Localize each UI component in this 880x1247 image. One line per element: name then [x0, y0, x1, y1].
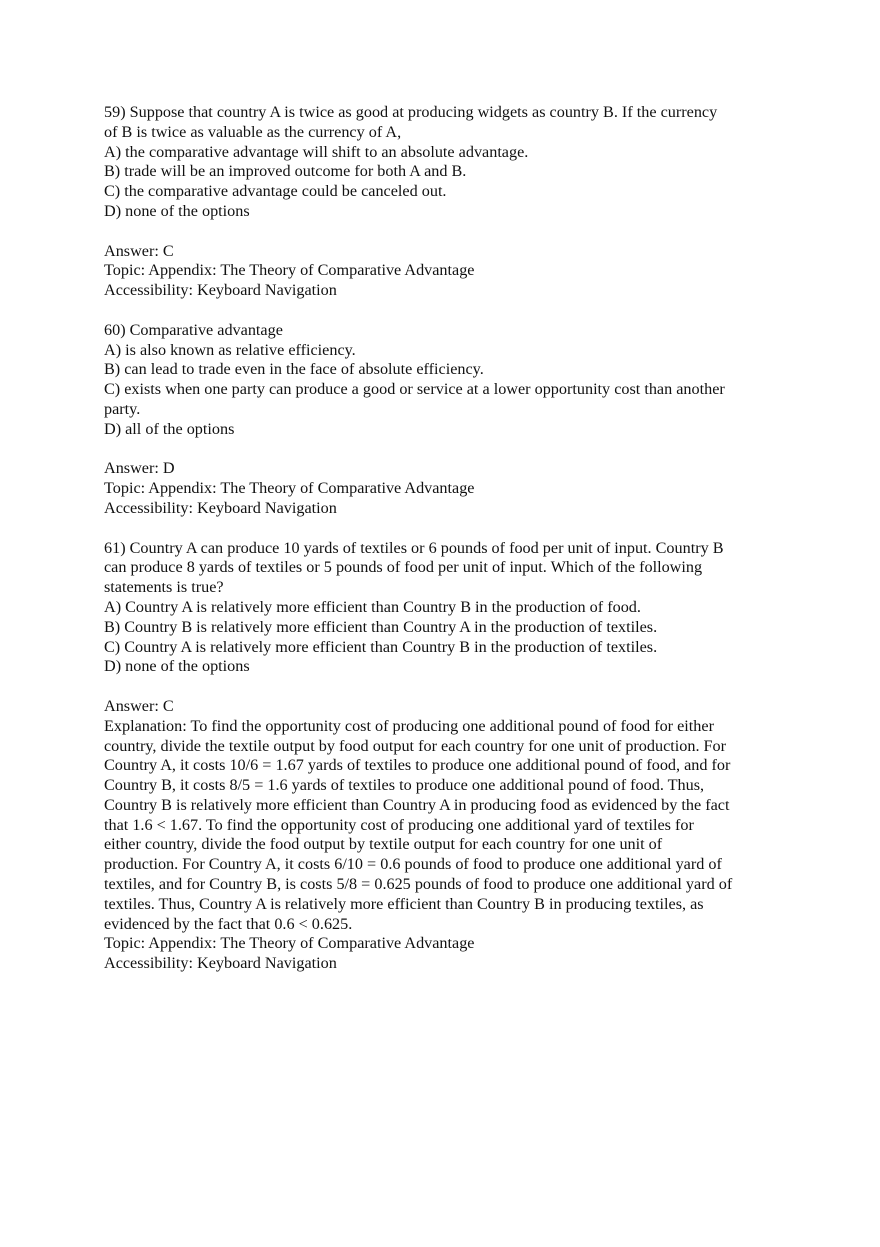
- question-60: [104, 321, 784, 440]
- answer-option: A) is also known as relative efficiency.: [104, 340, 356, 359]
- question-59: [104, 103, 784, 222]
- document-page: [104, 103, 784, 974]
- question-stem: 59) Suppose that country A is twice as good at producing widgets as country B. If the currency: [104, 103, 718, 121]
- spacer: [104, 519, 784, 539]
- answer-key: Answer: D: [104, 459, 175, 478]
- question-stem: of B is twice as valuable as the currency of A,: [104, 122, 402, 141]
- question-61: [104, 539, 784, 678]
- topic-line: Topic: Appendix: The Theory of Comparative Advantage: [104, 934, 475, 953]
- answer-option: C) exists when one party can produce a good or service at a lower opportunity cost than another: [104, 380, 725, 399]
- question-stem: can produce 8 yards of textiles or 5 pounds of food per unit of input. Which of the following: [104, 558, 703, 577]
- answer-option: B) Country B is relatively more efficient than Country A in the production of textiles.: [104, 617, 658, 636]
- explanation-line: country, divide the textile output by food output for each country for one unit of production. For: [104, 736, 727, 755]
- question-60-meta: [104, 459, 784, 518]
- explanation-line: production. For Country A, it costs 6/10 = 0.6 pounds of food to produce one additional yard of: [104, 855, 722, 874]
- explanation-line: Country B, it costs 8/5 = 1.6 yards of textiles to produce one additional pound of food. Thus,: [104, 776, 705, 795]
- answer-option: A) the comparative advantage will shift to an absolute advantage.: [104, 142, 529, 161]
- topic-line: Topic: Appendix: The Theory of Comparative Advantage: [104, 479, 475, 498]
- explanation-line: evidenced by the fact that 0.6 < 0.625.: [104, 914, 353, 933]
- explanation-line: either country, divide the food output by textile output for each country for one unit of: [104, 835, 663, 854]
- answer-option: D) all of the options: [104, 419, 235, 438]
- spacer: [104, 440, 784, 460]
- explanation-line: textiles. Thus, Country A is relatively more efficient than Country B in producing textiles, as: [104, 894, 704, 913]
- answer-option: party.: [104, 399, 141, 418]
- spacer: [104, 222, 784, 242]
- explanation-line: Country B is relatively more efficient than Country A in producing food as evidenced by the fact: [104, 795, 730, 814]
- question-stem: 61) Country A can produce 10 yards of textiles or 6 pounds of food per unit of input. Country B: [104, 538, 724, 557]
- answer-option: B) trade will be an improved outcome for both A and B.: [104, 162, 467, 181]
- topic-line: Topic: Appendix: The Theory of Comparative Advantage: [104, 261, 475, 280]
- answer-option: D) none of the options: [104, 201, 250, 220]
- question-stem: statements is true?: [104, 578, 224, 597]
- answer-option: D) none of the options: [104, 657, 250, 676]
- accessibility-line: Accessibility: Keyboard Navigation: [104, 281, 337, 300]
- answer-key: Answer: C: [104, 241, 174, 260]
- question-61-meta: [104, 697, 784, 974]
- answer-option: B) can lead to trade even in the face of absolute efficiency.: [104, 360, 484, 379]
- accessibility-line: Accessibility: Keyboard Navigation: [104, 498, 337, 517]
- accessibility-line: Accessibility: Keyboard Navigation: [104, 954, 337, 973]
- answer-option: C) the comparative advantage could be canceled out.: [104, 182, 447, 201]
- explanation-line: Country A, it costs 10/6 = 1.67 yards of textiles to produce one additional pound of food, and for: [104, 756, 731, 775]
- explanation-line: Explanation: To find the opportunity cost of producing one additional pound of food for either: [104, 716, 714, 735]
- explanation-line: textiles, and for Country B, is costs 5/8 = 0.625 pounds of food to produce one additional yard of: [104, 875, 733, 894]
- answer-option: C) Country A is relatively more efficient than Country B in the production of textiles.: [104, 637, 658, 656]
- spacer: [104, 677, 784, 697]
- answer-option: A) Country A is relatively more efficient than Country B in the production of food.: [104, 597, 641, 616]
- answer-key: Answer: C: [104, 696, 174, 715]
- explanation-line: that 1.6 < 1.67. To find the opportunity cost of producing one additional yard of textiles for: [104, 815, 694, 834]
- question-stem: 60) Comparative advantage: [104, 320, 283, 339]
- spacer: [104, 301, 784, 321]
- question-59-meta: [104, 242, 784, 301]
